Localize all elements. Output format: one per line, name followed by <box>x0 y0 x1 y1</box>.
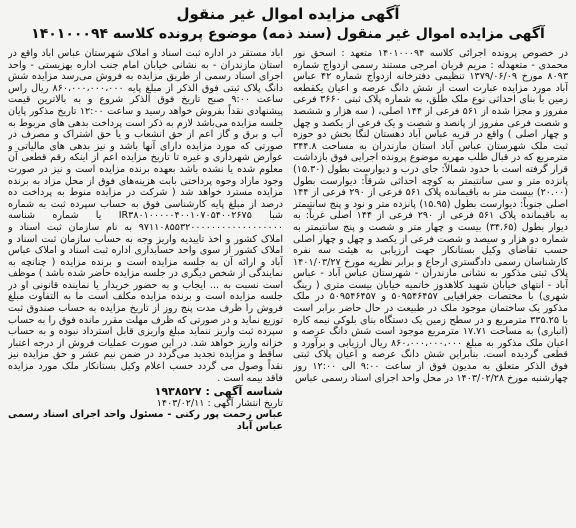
notice-body <box>8 48 568 518</box>
left-column-text: آباد مستقر در اداره ثبت اسناد و املاک شهرستان عباس آباد واقع در استان مازندران - به نشانی خیابان امام جنب اداره بهزیستی - واحد اجرای اسناد رسمی از طریق مزایده به فروش می‌رسد مزایده شش دانگ پلاک ثبتی فوق الذکر از مبلغ پایه ۸۶۰،۰۰۰،۰۰۰،۰۰۰ ریال راس ساعت ۹:۰۰ صبح تاریخ فوق الذکر شروع و به بالاترین قیمت پیشنهادی نقداً بفروش خواهد رسید و ساعت ۱۲:۰۰ تاریخ مذکور پایان جلسه مزایده می‌باشد لازم به ذکر است پرداخت بدهی های مربوط به آب و برق و گاز اعم از حق انشعاب و یا حق اشتراک و مصرف در صورتی که مورد مزایده دارای آنها باشد و نیز بدهی های مالیاتی و عوارض شهرداری و غیره تا تاریخ مزایده اعم از اینکه رقم قطعی آن معلوم شده یا نشده باشد بعهده برنده مزایده است و نیز در صورت وجود مازاد وجوه پرداختی بابت هزینه‌های فوق از محل مزاد به برنده مزایده مسترد خواهد شد ( شرکت در مزایده منوط به پرداخت ده درصد از مبلغ پایه کارشناسی فوق به حساب سپرده ثبت به شماره شبا IR۳۸۰۱۰۰۰۰۰۴۰۰۱۰۷۰۵۴۰۰۲۶۷۵ یا شماره شناسه ۹۷۱۱۰۸۵۵۳۲۰۰۰۰۰۰۰۰۰۰۰۰۰۰۰۰۰۰ به نام سازمان ثبت اسناد و املاک کشور و اخذ تاییدیه واریز وجه به حساب سازمان ثبت اسناد و املاک کشور از سوی واحد حسابداری اداره ثبت اسناد و املاک عباس آباد و ارائه آن به جلسه مزایده است و برنده مزایده ( چنانچه به نمایندگی از شخص دیگری در جلسه مزایده حاضر شده باشد ) موظف است نسبت به ... ایجاب و به حضور خریدار یا نماینده قانونی او در جلسه مزایده است و برنده مزایده مکلف است ما به التفاوت مبلغ فروش را ظرف مدت پنج روز از تاریخ مزایده به حساب صندوق ثبت توزیع نماید و در صورتی که ظرف مهلت مقرر مانده فوق را به حساب سپرده ثبت واریز ننماید مبلغ واریزی قابل استرداد نبوده و به حساب خزانه واریز خواهد شد. در این صورت عملیات فروش از درجه اعتبار ساقط و مزایده تجدید می‌گردد در ضمن نیم عشر و حق مزایده نیز نقداً وصول می گردد حسب اعلام وکیل بستانکار ملک مورد مزایده فاقد بیمه است . <box>8 48 283 384</box>
right-column <box>293 48 568 518</box>
notice-title: آگهی مزایده اموال غیر منقول <box>176 5 400 23</box>
right-column-text: در خصوص پرونده اجرائی کلاسه ۱۴۰۱۰۰۰۹۴ متعهد : اسحق نور محمدی - متعهدله : مریم قربان امرجی مستند رسمی ازدواج شماره ۸۰۹۳ مورخ ۱۳۷۹/۰۶/۰۹ تنظیمی دفترخانه ازدواج شماره ۴۲ عباس آباد مورد مزایده عبارت است از شش دانگ عرصه و اعیان یکقطعه زمین با بنای احداثی نوع ملک طلق، به شماره پلاک ثبتی ۳۶۶۰ فرعی مفروز و مجزا شده از ۵۶۱ فرعی از ۱۴۴ اصلی، ( سه هزار و ششصد و شصت فرعی مفروز از پانصد و شصت و یک فرعی از یکصد و چهل و چهار اصلی ) واقع در قریه عباس آباد دهستان لنگا بخش دو حوزه ثبت ملک شهرستان عباس آباد استان مازندران به مساحت ۳۴۴.۸ مترمربع که در قبال طلب مهریه موضوع پرونده اجرایی فوق بازداشت قرار گرفته است با حدود شمالاً: جای درب و دیوارست بطول (۱۵.۳۰) پانزده متر و سی سانتیمتر به کوچه احداثی شرقاً: دیوارست بطول (۲۰.۰۰) بیست متر به باقیمانده پلاک ۵۶۱ فرعی از ۲۹۰ فرعی از ۱۴۴ اصلی جنوباً: دیوارست بطول (۱۵.۹۵) پانزده متر و نود و پنج سانتیمتر به باقیمانده پلاک ۵۶۱ فرعی از ۲۹۰ فرعی از ۱۴۴ اصلی غرباً: به دیوار بطول (۳۴.۶۵) بیست و چهار متر و شصت و پنج سانتیمتر به شماره دو هزار و سیصد و شصت فرعی از یکصد و چهل و چهار اصلی حسب تقاضای وکیل بستانکار جهت ارزیابی به هیئت سه نفره کارشناسان رسمی دادگستری ارجاع و برابر نظریه مورخ ۱۴۰۱/۰۳/۲۷ پلاک ثبتی مذکور به نشانی مازندران - شهرستان عباس آباد - عباس آباد - انتهای خیابان شهید کلاهدوز خاتمیه خیابان بیست متری ( رینگ شهری) با مختصات جغرافیایی ۵۰۹۵۴۶۴۵۷ و ۵۰۹۵۴۶۴۵۷ در ملک مذکور یک ساختمان موجود ملک در طبیعت در حال حاضر برابر است با ۳۳۵.۲۵ مترمربع و در سطح زمین یک دستگاه بنای بلوکی نیمه کاره (انباری) به مساحت ۱۷.۷۱ مترمربع موجود است شش دانگ عرصه و اعیان ملک مذکور به مبلغ ۸۶۰،۰۰۰،۰۰۰،۰۰۰ ریال ارزیابی و برآورد و قطعی گردیده است. بنابراین شش دانگ عرصه و اعیان پلاک ثبتی فوق الذکر متعلق به مدیون فوق از ساعت ۹:۰۰ الی ۱۲:۰۰ روز چهارشنبه مورخ ۱۴۰۳/۰۲/۲۸ در محل واحد اجرای اسناد رسمی عباس <box>293 48 568 384</box>
notice-subtitle: آگهی مزایده اموال غیر منقول (سند ذمه) موضوع پرونده کلاسه ۱۴۰۱۰۰۰۹۴ <box>31 26 545 42</box>
signature: عباس رحمت پور رکنی - مسئول واحد اجرای اسناد رسمی عباس آباد <box>8 409 283 432</box>
left-column <box>8 48 283 518</box>
notice-id: شناسه آگهی : ۱۹۳۸۵۲۷ <box>154 385 283 399</box>
publish-date: تاریخ انتشار آگهی : ۱۴۰۳/۰۲/۱۱ <box>156 397 283 409</box>
